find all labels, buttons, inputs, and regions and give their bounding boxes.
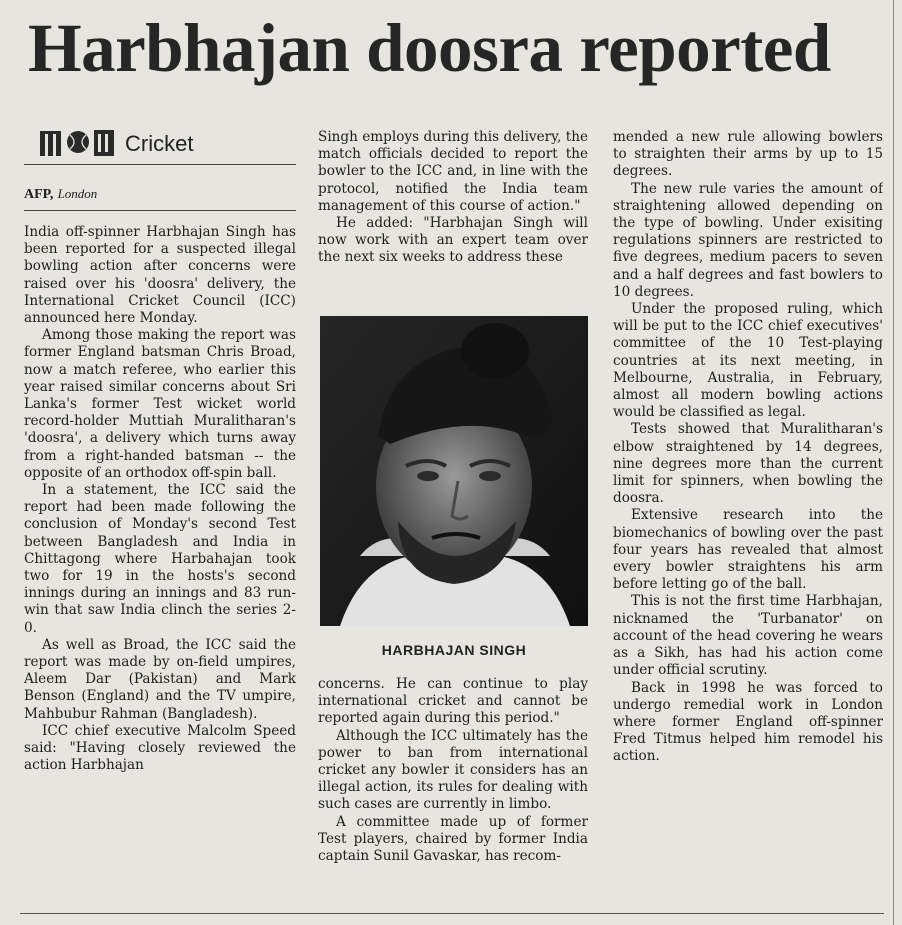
paragraph: mended a new rule allowing bowlers to straighten their arms by up to 15 degrees. xyxy=(613,129,883,180)
article-column-2-bottom xyxy=(318,676,588,912)
section-tag xyxy=(24,122,296,165)
paragraph: Among those making the report was former England batsman Chris Broad, now a match referee, who earlier this year raised similar concerns about Sri Lanka's former Test wicket world record-holder Muttiah Muralitharan's 'doosra', a delivery which turns away from a right-handed batsman -- the opposite of an orthodox off-spin ball. xyxy=(24,327,296,481)
byline xyxy=(24,186,296,211)
paragraph: Although the ICC ultimately has the power to ban from international cricket any bowler it considers has an illegal action, its rules for dealing with such cases are currently in limbo. xyxy=(318,727,588,813)
paragraph: In a statement, the ICC said the report had been made following the conclusion of Monday's second Test between Bangladesh and India in Chittagong where Harbahajan took two for 19 in the hosts's second innings during an innings and 83 run-win that saw India clinch the series 2-0. xyxy=(24,482,296,636)
article-column-2-top xyxy=(318,129,588,305)
paragraph: Under the proposed ruling, which will be put to the ICC chief executives' committee of the 10 Test-playing countries at its next meeting, in Melbourne, Australia, in February, almost all modern bowling actions would be classified as legal. xyxy=(613,301,883,421)
paragraph: As well as Broad, the ICC said the report was made by on-field umpires, Aleem Dar (Pakistan) and Mark Benson (England) and the TV umpire, Mahbubur Rahman (Bangladesh). xyxy=(24,636,296,722)
player-photo xyxy=(320,316,588,626)
page-edge-rule xyxy=(893,0,894,925)
article-column-3 xyxy=(613,129,883,912)
player-portrait-image xyxy=(320,316,588,626)
paragraph: This is not the first time Harbhajan, nicknamed the 'Turbanator' on account of the head covering he wears as a Sikh, has had his action come under official scrutiny. xyxy=(613,593,883,679)
paragraph: Back in 1998 he was forced to undergo remedial work in London where former England off-spinner Fred Titmus helped him remodel his action. xyxy=(613,679,883,765)
section-label: Cricket xyxy=(125,131,194,156)
bottom-rule xyxy=(20,913,884,914)
paragraph: A committee made up of former Test players, chaired by former India captain Sunil Gavaskar, has recom- xyxy=(318,813,588,865)
byline-agency: AFP, xyxy=(24,187,54,202)
paragraph: Singh employs during this delivery, the match officials decided to report the bowler to the ICC and, in line with the protocol, notified the India team management of this course of action." xyxy=(318,129,588,214)
cricket-ball-wickets-icon xyxy=(38,126,120,158)
paragraph: concerns. He can continue to play international cricket and cannot be reported again during this period." xyxy=(318,676,588,727)
headline: Harbhajan doosra reported xyxy=(28,10,831,86)
article-column-1 xyxy=(24,224,296,912)
paragraph: Extensive research into the biomechanics of bowling over the past four years has revealed that almost every bowler straightens his arm before letting go of the ball. xyxy=(613,507,883,593)
byline-location: London xyxy=(57,186,98,201)
photo-caption: HARBHAJAN SINGH xyxy=(381,642,527,658)
paragraph: India off-spinner Harbhajan Singh has been reported for a suspected illegal bowling action after concerns were raised over his 'doosra' delivery, the International Cricket Council (ICC) announced here Monday. xyxy=(24,224,296,327)
paragraph: The new rule varies the amount of straightening allowed depending on the type of bowling. Under exisiting regulations spinners are restricted to five degrees, medium pacers to seven and a half degrees and fast bowlers to 10 degrees. xyxy=(613,180,883,300)
paragraph: He added: "Harbhajan Singh will now work with an expert team over the next six weeks to address these xyxy=(318,215,588,266)
paragraph: ICC chief executive Malcolm Speed said: "Having closely reviewed the action Harbhajan xyxy=(24,722,296,774)
paragraph: Tests showed that Muralitharan's elbow straightened by 14 degrees, nine degrees more than the current limit for spinners, when bowling the doosra. xyxy=(613,421,883,507)
